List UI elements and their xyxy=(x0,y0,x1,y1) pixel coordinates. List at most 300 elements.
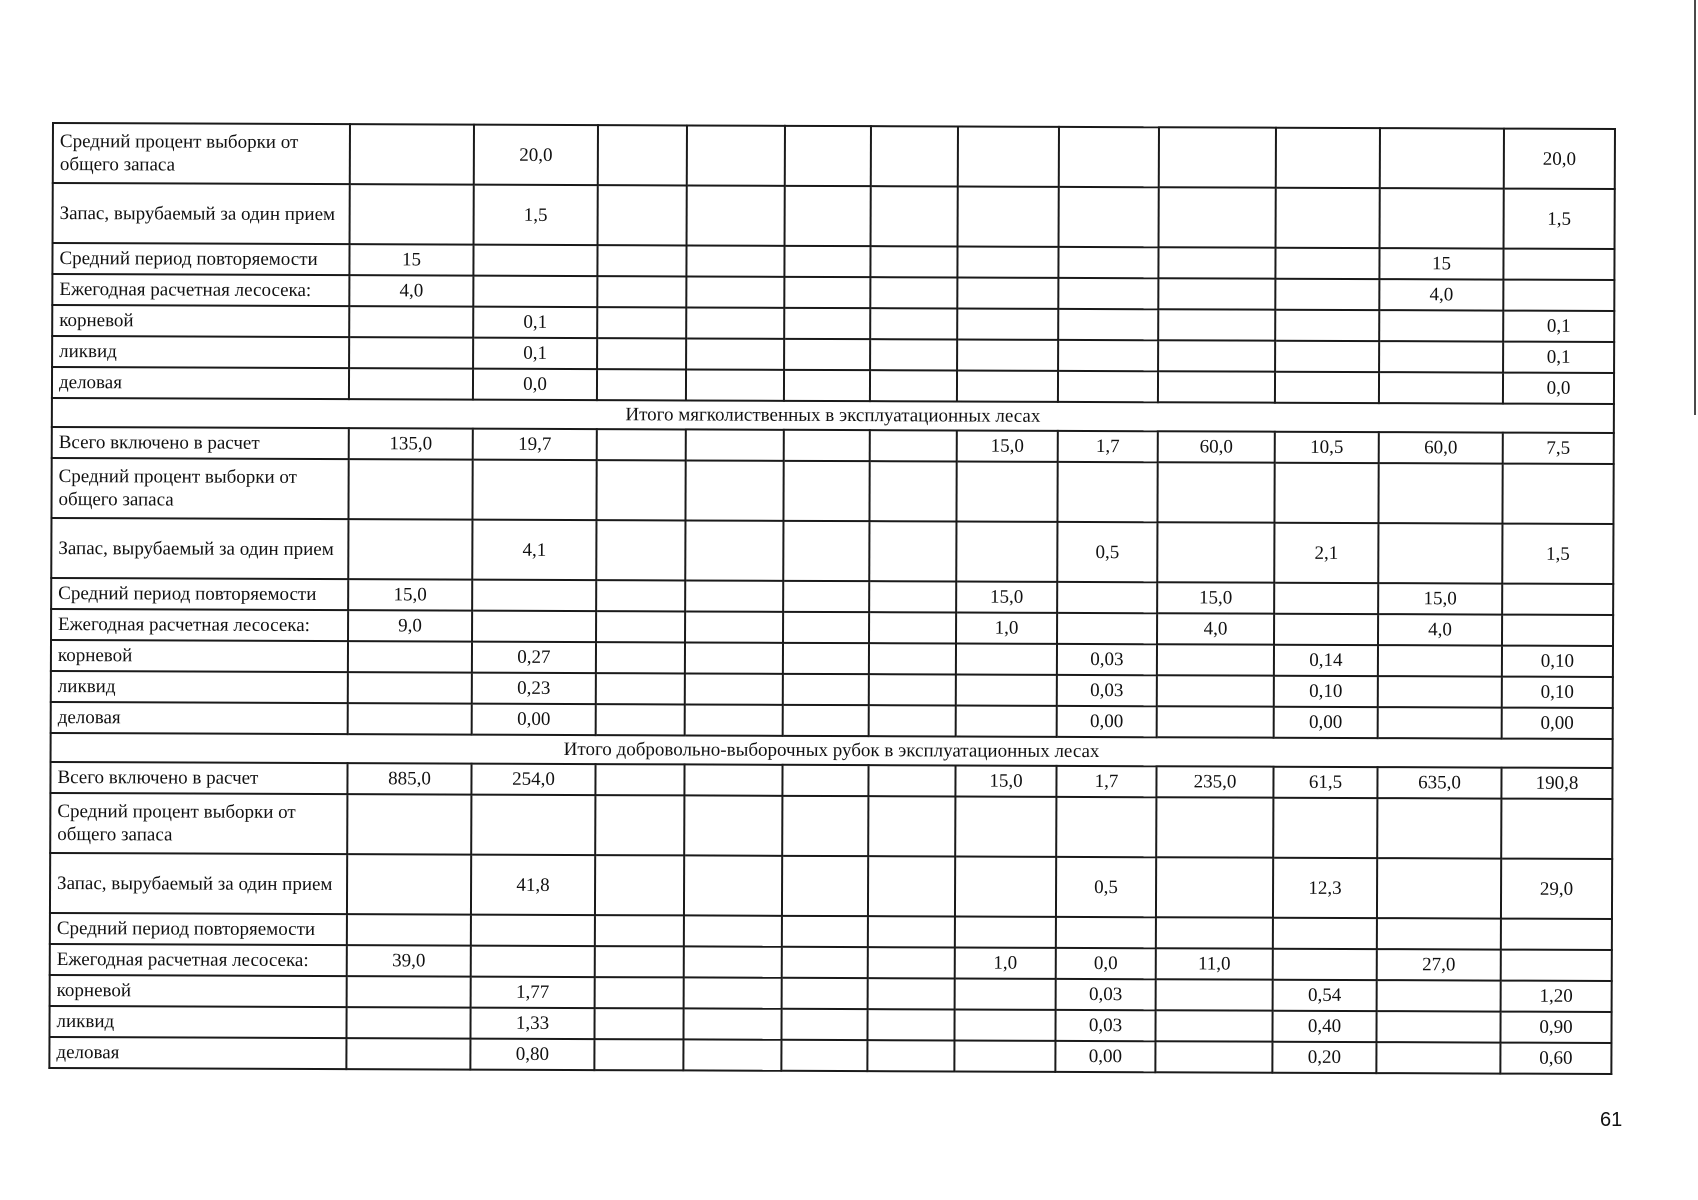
table-cell: 0,27 xyxy=(472,642,596,673)
table-cell xyxy=(1158,309,1275,340)
table-cell xyxy=(686,429,784,460)
row-label: корневой xyxy=(50,975,347,1007)
table-cell xyxy=(956,674,1057,705)
row-label: Ежегодная расчетная лесосека: xyxy=(50,944,347,976)
table-cell xyxy=(597,245,686,276)
table-cell xyxy=(868,796,955,856)
table-cell xyxy=(1501,950,1612,981)
table-cell xyxy=(785,186,871,246)
table-cell: 15,0 xyxy=(955,765,1056,796)
row-label: Запас, вырубаемый за один прием xyxy=(50,853,347,914)
table-cell: 29,0 xyxy=(1501,859,1612,919)
table-cell xyxy=(784,370,870,401)
table-cell: 0,90 xyxy=(1500,1012,1611,1043)
table-cell xyxy=(958,186,1059,246)
table-cell: 0,00 xyxy=(1274,707,1378,738)
document-sheet xyxy=(48,122,1616,1075)
table-cell: 0,03 xyxy=(1057,644,1157,675)
table-cell xyxy=(347,794,471,854)
table-cell xyxy=(596,580,685,611)
table-cell xyxy=(348,459,472,519)
table-cell xyxy=(868,978,955,1009)
table-cell: 1,77 xyxy=(471,977,595,1008)
table-cell xyxy=(1502,584,1613,615)
table-cell: 0,10 xyxy=(1502,677,1613,708)
table-cell: 1,0 xyxy=(955,947,1056,978)
table-cell xyxy=(594,1008,683,1039)
row-label: Средний процент выборки от общего запаса xyxy=(53,123,350,184)
table-cell xyxy=(349,368,473,399)
table-cell xyxy=(956,461,1057,521)
table-cell xyxy=(1156,979,1273,1010)
table-cell: 0,0 xyxy=(1056,948,1156,979)
table-cell: 1,7 xyxy=(1056,766,1156,797)
table-cell xyxy=(1379,372,1503,403)
row-label: Средний процент выборки от общего запаса xyxy=(51,458,348,519)
table-cell: 0,1 xyxy=(473,307,597,338)
table-cell xyxy=(1276,128,1380,188)
table-cell: 20,0 xyxy=(1504,129,1615,189)
table-cell: 885,0 xyxy=(347,763,471,794)
table-cell xyxy=(595,855,684,915)
row-label: деловая xyxy=(49,1037,346,1069)
table-cell xyxy=(1377,798,1501,858)
table-cell xyxy=(348,703,472,734)
table-cell: 0,00 xyxy=(1055,1041,1155,1072)
table-cell xyxy=(598,125,687,185)
table-cell xyxy=(869,674,956,705)
table-cell xyxy=(685,704,783,735)
table-cell xyxy=(473,245,597,276)
table-cell: 0,54 xyxy=(1273,980,1377,1011)
table-cell: 15,0 xyxy=(956,581,1057,612)
table-cell xyxy=(595,795,684,855)
table-cell xyxy=(783,705,869,736)
table-cell: 0,40 xyxy=(1272,1011,1376,1042)
table-cell xyxy=(1503,280,1614,311)
row-label: Средний период повторяемости xyxy=(51,578,348,610)
table-cell: 15 xyxy=(349,244,473,275)
table-cell xyxy=(472,580,596,611)
table-cell xyxy=(684,855,782,915)
table-cell xyxy=(686,338,784,369)
table-cell: 0,10 xyxy=(1274,676,1378,707)
table-cell xyxy=(782,916,868,947)
row-label: Всего включено в расчет xyxy=(50,762,347,794)
table-cell xyxy=(957,277,1058,308)
table-cell: 254,0 xyxy=(471,764,595,795)
table-cell xyxy=(955,796,1056,856)
table-cell xyxy=(1501,799,1612,859)
table-cell xyxy=(1058,247,1158,278)
table-cell xyxy=(684,946,782,977)
table-cell xyxy=(347,854,471,914)
table-cell xyxy=(1156,917,1273,948)
table-cell xyxy=(596,673,685,704)
table-cell xyxy=(869,643,956,674)
table-cell xyxy=(471,795,595,855)
table-cell xyxy=(686,307,784,338)
table-cell xyxy=(783,612,869,643)
table-cell xyxy=(783,521,869,581)
table-cell xyxy=(347,976,471,1007)
table-cell xyxy=(783,643,869,674)
table-cell xyxy=(1503,249,1614,280)
table-cell xyxy=(957,370,1058,401)
row-label: Запас, вырубаемый за один прием xyxy=(51,518,348,579)
table-cell xyxy=(784,430,870,461)
table-cell xyxy=(1379,341,1503,372)
table-cell: 1,5 xyxy=(1502,524,1613,584)
table-cell: 0,00 xyxy=(472,704,596,735)
table-cell xyxy=(781,1009,867,1040)
table-cell xyxy=(686,276,784,307)
table-cell: 12,3 xyxy=(1273,858,1377,918)
table-cell xyxy=(1157,706,1274,737)
table-cell xyxy=(870,277,957,308)
table-cell xyxy=(595,915,684,946)
table-cell xyxy=(684,764,782,795)
table-row xyxy=(51,518,1613,584)
table-cell: 0,03 xyxy=(1056,979,1156,1010)
table-cell xyxy=(687,185,785,245)
row-label: ликвид xyxy=(49,1006,346,1038)
table-cell: 0,03 xyxy=(1057,675,1157,706)
table-cell xyxy=(595,764,684,795)
table-cell xyxy=(784,246,870,277)
table-cell: 0,0 xyxy=(1503,373,1614,404)
table-cell xyxy=(958,126,1059,186)
section-title: Итого мягколиственных в эксплуатационных лесах xyxy=(52,398,1614,433)
row-label: Средний период повторяемости xyxy=(52,243,349,275)
table-cell: 0,80 xyxy=(470,1039,594,1070)
table-cell xyxy=(783,581,869,612)
table-cell xyxy=(1274,463,1378,523)
table-cell xyxy=(1275,248,1379,279)
table-cell xyxy=(1159,127,1276,187)
table-cell xyxy=(1276,188,1380,248)
table-cell xyxy=(782,947,868,978)
table-cell xyxy=(784,339,870,370)
table-cell xyxy=(1057,613,1157,644)
table-cell: 4,0 xyxy=(1378,614,1502,645)
table-cell xyxy=(784,277,870,308)
table-cell xyxy=(471,915,595,946)
table-cell: 1,33 xyxy=(470,1008,594,1039)
table-cell xyxy=(1274,583,1378,614)
table-cell: 235,0 xyxy=(1156,766,1273,797)
table-cell: 0,03 xyxy=(1055,1010,1155,1041)
table-cell xyxy=(350,184,474,244)
table-cell xyxy=(347,914,471,945)
table-cell xyxy=(1157,522,1274,582)
table-cell xyxy=(348,641,472,672)
table-cell: 0,1 xyxy=(473,338,597,369)
table-cell xyxy=(594,1039,683,1070)
table-cell xyxy=(1379,310,1503,341)
table-cell xyxy=(1274,614,1378,645)
table-cell: 10,5 xyxy=(1275,432,1379,463)
table-cell xyxy=(1059,187,1159,247)
table-cell xyxy=(1056,917,1156,948)
row-label: Средний период повторяемости xyxy=(50,913,347,945)
table-cell xyxy=(684,977,782,1008)
table-cell: 0,00 xyxy=(1502,708,1613,739)
table-cell xyxy=(346,1007,470,1038)
table-cell xyxy=(1275,372,1379,403)
table-cell: 0,5 xyxy=(1057,522,1157,582)
table-cell xyxy=(348,519,472,579)
felling-data-table xyxy=(48,122,1616,1075)
table-row xyxy=(53,123,1615,189)
table-cell xyxy=(596,704,685,735)
table-cell xyxy=(869,705,956,736)
table-cell xyxy=(1380,188,1504,248)
table-cell: 60,0 xyxy=(1158,431,1275,462)
table-cell xyxy=(782,978,868,1009)
table-cell: 60,0 xyxy=(1379,432,1503,463)
table-row xyxy=(50,793,1612,859)
table-cell xyxy=(1158,340,1275,371)
table-cell xyxy=(685,520,783,580)
table-cell xyxy=(1158,247,1275,278)
table-cell: 15,0 xyxy=(1157,582,1274,613)
table-cell xyxy=(1157,675,1274,706)
table-cell xyxy=(1057,582,1157,613)
table-cell xyxy=(1275,279,1379,310)
table-cell: 135,0 xyxy=(349,428,473,459)
table-cell: 39,0 xyxy=(347,945,471,976)
table-cell xyxy=(957,308,1058,339)
table-cell xyxy=(957,339,1058,370)
table-cell xyxy=(954,1040,1055,1071)
table-cell: 0,5 xyxy=(1056,857,1156,917)
table-cell xyxy=(1377,980,1501,1011)
table-cell xyxy=(1157,644,1274,675)
table-cell xyxy=(595,946,684,977)
table-cell xyxy=(781,1040,867,1071)
table-cell xyxy=(596,611,685,642)
table-cell xyxy=(1158,371,1275,402)
row-label: Ежегодная расчетная лесосека: xyxy=(52,274,349,306)
table-cell xyxy=(596,642,685,673)
table-cell xyxy=(868,856,955,916)
table-cell xyxy=(867,1040,954,1071)
table-cell xyxy=(598,185,687,245)
table-cell: 27,0 xyxy=(1377,949,1501,980)
table-cell xyxy=(595,977,684,1008)
row-label: ликвид xyxy=(51,671,348,703)
table-cell: 19,7 xyxy=(473,429,597,460)
table-cell: 4,0 xyxy=(349,275,473,306)
table-cell xyxy=(782,856,868,916)
table-cell: 0,14 xyxy=(1274,645,1378,676)
table-cell xyxy=(350,124,474,184)
table-cell xyxy=(1058,371,1158,402)
table-cell: 9,0 xyxy=(348,610,472,641)
table-cell xyxy=(1378,707,1502,738)
table-cell xyxy=(1058,278,1158,309)
table-cell xyxy=(870,370,957,401)
row-label: Средний процент выборки от общего запаса xyxy=(50,793,347,854)
table-cell: 15 xyxy=(1379,248,1503,279)
table-cell xyxy=(472,460,596,520)
table-cell xyxy=(346,1038,470,1069)
table-cell: 0,1 xyxy=(1503,342,1614,373)
table-cell xyxy=(597,276,686,307)
table-cell xyxy=(1378,463,1502,523)
table-cell xyxy=(597,307,686,338)
table-cell xyxy=(955,916,1056,947)
table-cell xyxy=(472,611,596,642)
table-cell xyxy=(597,369,686,400)
table-cell: 0,60 xyxy=(1500,1043,1611,1074)
table-cell xyxy=(685,642,783,673)
table-cell: 2,1 xyxy=(1274,523,1378,583)
table-cell xyxy=(956,643,1057,674)
table-cell xyxy=(1155,1041,1272,1072)
table-cell xyxy=(1275,341,1379,372)
table-cell xyxy=(870,308,957,339)
table-cell xyxy=(349,337,473,368)
table-cell xyxy=(869,521,956,581)
table-cell xyxy=(1157,462,1274,522)
table-cell xyxy=(596,520,685,580)
table-cell xyxy=(1056,797,1156,857)
table-cell xyxy=(686,245,784,276)
table-cell xyxy=(1380,128,1504,188)
table-cell xyxy=(868,947,955,978)
table-body xyxy=(49,123,1615,1074)
row-label: ликвид xyxy=(52,336,349,368)
table-cell: 41,8 xyxy=(471,855,595,915)
table-cell: 0,10 xyxy=(1502,646,1613,677)
table-cell xyxy=(1158,278,1275,309)
row-label: Всего включено в расчет xyxy=(52,427,349,459)
table-cell xyxy=(349,306,473,337)
table-cell xyxy=(1156,857,1273,917)
table-cell: 61,5 xyxy=(1273,767,1377,798)
table-cell xyxy=(1273,918,1377,949)
section-title: Итого добровольно-выборочных рубок в эксплуатационных лесах xyxy=(51,733,1613,768)
table-row xyxy=(50,853,1612,919)
page-number: 61 xyxy=(1600,1109,1623,1131)
table-cell xyxy=(471,946,595,977)
table-cell xyxy=(956,705,1057,736)
table-cell xyxy=(686,369,784,400)
table-cell: 20,0 xyxy=(474,125,598,185)
table-cell: 1,0 xyxy=(956,612,1057,643)
table-cell xyxy=(473,276,597,307)
table-cell xyxy=(685,460,783,520)
table-cell xyxy=(1377,858,1501,918)
table-cell xyxy=(1378,523,1502,583)
table-cell xyxy=(955,978,1056,1009)
table-cell xyxy=(1502,464,1613,524)
row-label: Ежегодная расчетная лесосека: xyxy=(51,609,348,641)
table-cell xyxy=(871,126,958,186)
table-cell xyxy=(1058,340,1158,371)
table-cell: 1,5 xyxy=(474,185,598,245)
table-cell xyxy=(1156,797,1273,857)
table-cell: 190,8 xyxy=(1501,768,1612,799)
table-cell xyxy=(784,308,870,339)
table-cell xyxy=(685,673,783,704)
row-label: Запас, вырубаемый за один прием xyxy=(53,183,350,244)
table-cell xyxy=(685,611,783,642)
table-cell xyxy=(1378,676,1502,707)
row-label: корневой xyxy=(51,640,348,672)
table-cell xyxy=(1273,949,1377,980)
table-cell: 0,23 xyxy=(472,673,596,704)
table-cell xyxy=(684,795,782,855)
table-cell: 0,20 xyxy=(1272,1042,1376,1073)
table-cell xyxy=(596,460,685,520)
table-cell: 1,20 xyxy=(1501,981,1612,1012)
table-row xyxy=(53,183,1615,249)
table-cell xyxy=(1057,462,1157,522)
table-cell xyxy=(683,1008,781,1039)
table-cell xyxy=(1502,615,1613,646)
table-cell: 15,0 xyxy=(1378,583,1502,614)
table-cell: 0,00 xyxy=(1057,706,1157,737)
table-cell: 15,0 xyxy=(957,430,1058,461)
table-cell xyxy=(869,581,956,612)
table-cell xyxy=(1159,187,1276,247)
table-cell xyxy=(597,429,686,460)
table-cell xyxy=(955,856,1056,916)
table-cell: 1,5 xyxy=(1504,189,1615,249)
table-cell xyxy=(867,1009,954,1040)
table-cell xyxy=(597,338,686,369)
table-row xyxy=(49,1037,1611,1074)
table-cell xyxy=(868,765,955,796)
table-cell xyxy=(870,430,957,461)
table-cell: 1,7 xyxy=(1058,431,1158,462)
table-cell xyxy=(1378,645,1502,676)
table-cell xyxy=(956,521,1057,581)
table-cell xyxy=(783,461,869,521)
table-cell: 4,0 xyxy=(1379,279,1503,310)
table-cell xyxy=(869,461,956,521)
table-cell xyxy=(683,1039,781,1070)
table-cell xyxy=(871,186,958,246)
table-cell xyxy=(868,916,955,947)
table-cell xyxy=(1275,310,1379,341)
table-cell: 4,1 xyxy=(472,520,596,580)
table-cell: 0,1 xyxy=(1503,311,1614,342)
table-cell: 0,0 xyxy=(473,369,597,400)
table-cell xyxy=(957,246,1058,277)
table-cell: 635,0 xyxy=(1377,767,1501,798)
table-cell: 4,0 xyxy=(1157,613,1274,644)
table-cell xyxy=(782,796,868,856)
table-cell xyxy=(782,765,868,796)
scan-edge-shadow xyxy=(1694,0,1696,415)
table-cell xyxy=(685,580,783,611)
table-cell xyxy=(1501,919,1612,950)
table-cell xyxy=(1155,1010,1272,1041)
row-label: деловая xyxy=(52,367,349,399)
table-cell xyxy=(870,339,957,370)
table-cell xyxy=(1273,798,1377,858)
table-cell xyxy=(1377,918,1501,949)
table-cell xyxy=(954,1009,1055,1040)
table-cell xyxy=(783,674,869,705)
table-cell xyxy=(687,125,785,185)
table-cell xyxy=(1059,127,1159,187)
table-cell: 11,0 xyxy=(1156,948,1273,979)
